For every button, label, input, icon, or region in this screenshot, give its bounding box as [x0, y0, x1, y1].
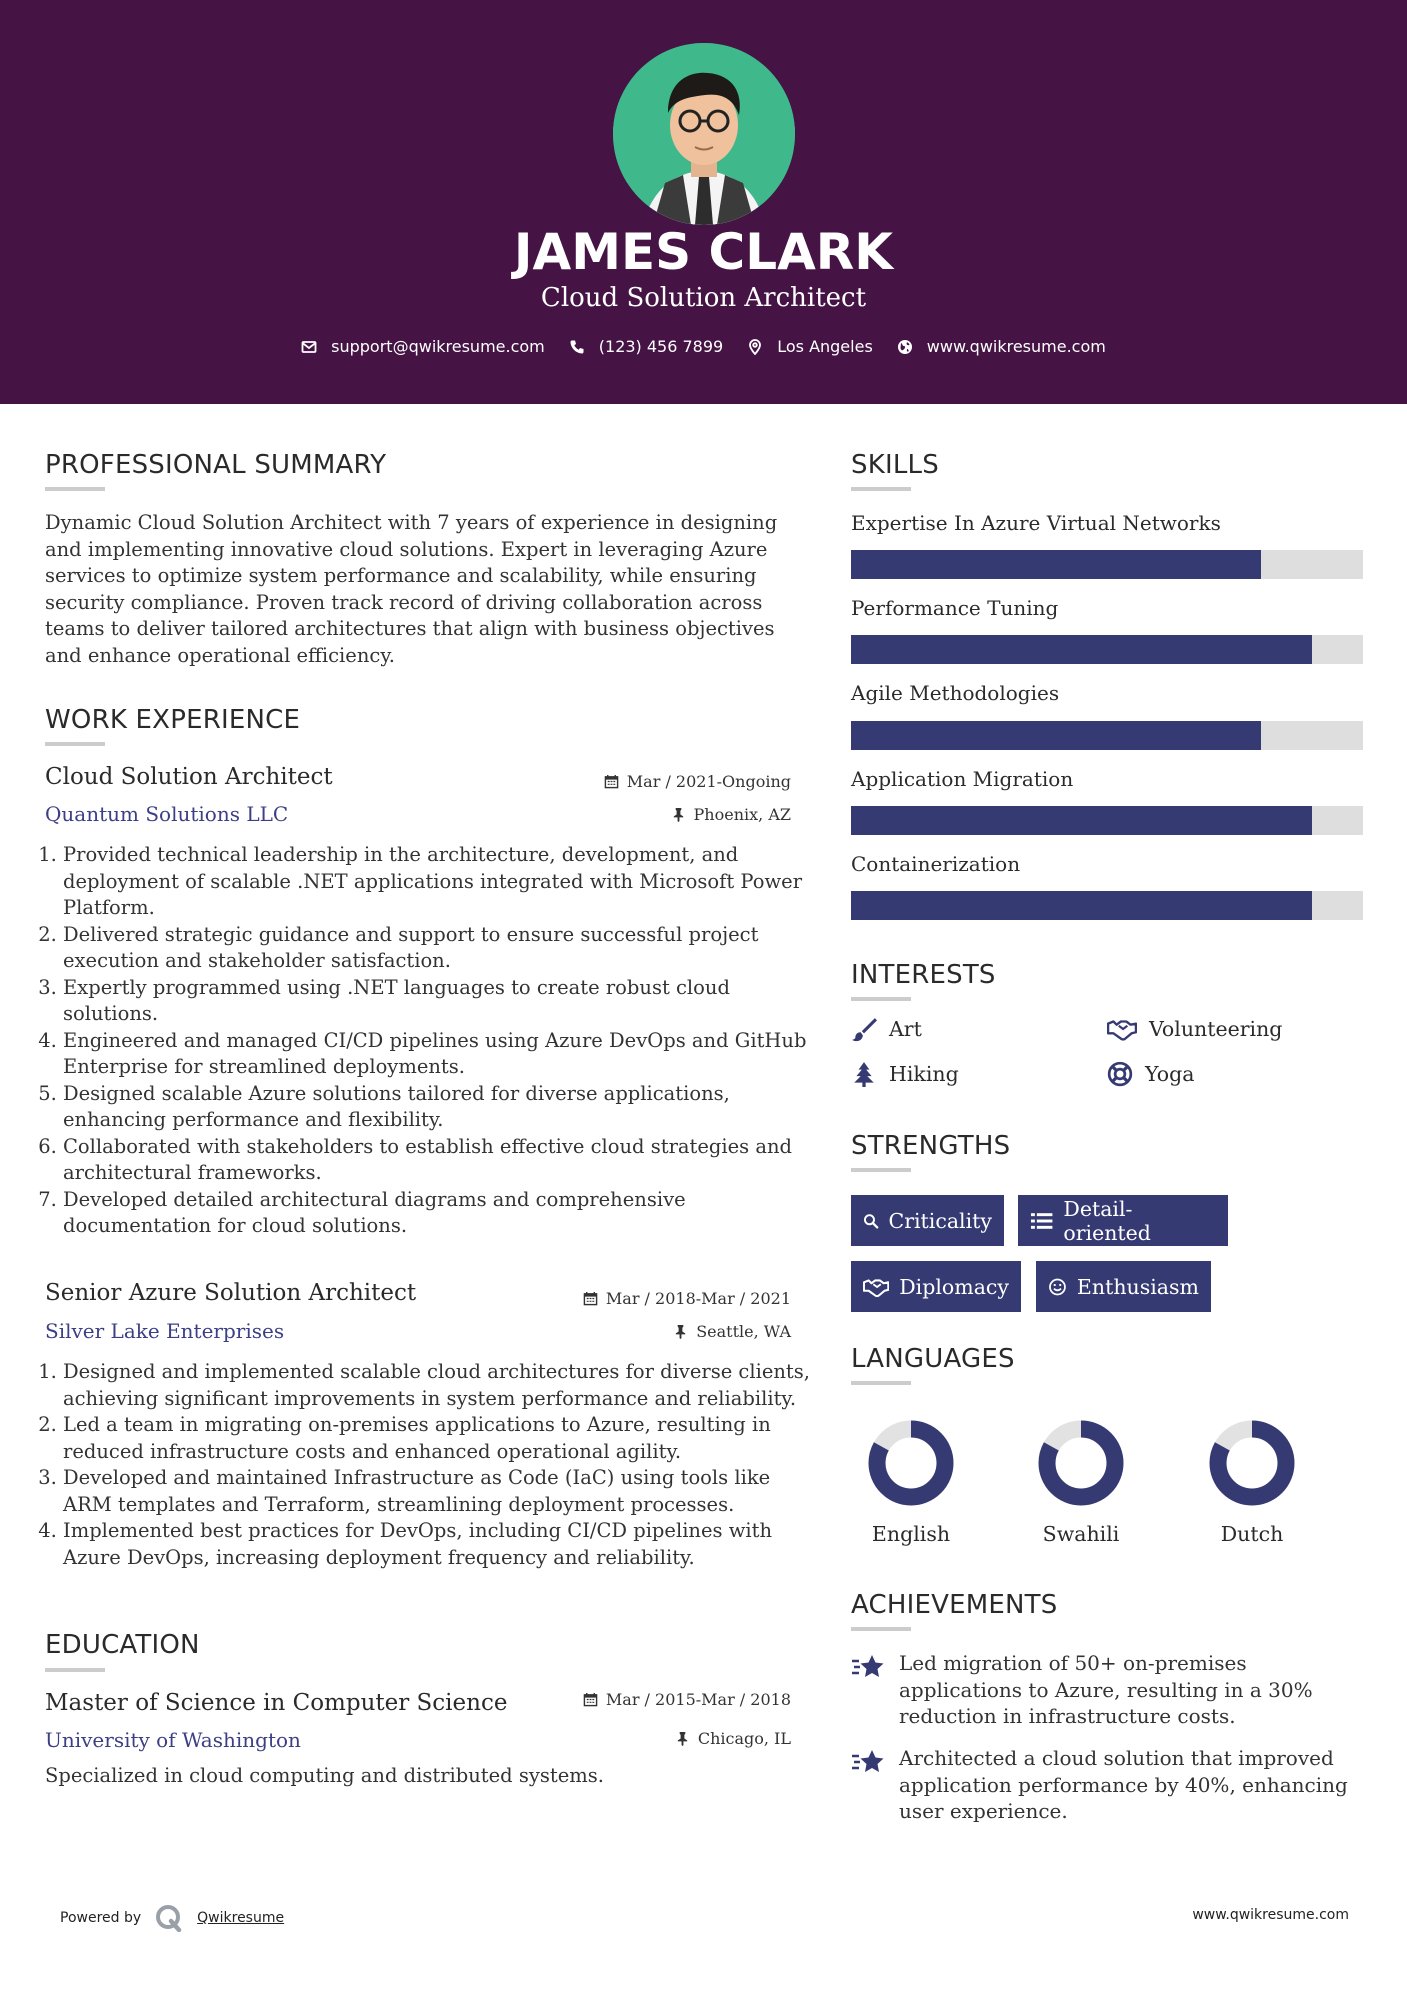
education-heading: EDUCATION — [45, 1630, 200, 1660]
summary-underline — [45, 487, 105, 491]
job-location-text: Phoenix, AZ — [693, 805, 791, 824]
list-item: 3. Expertly programmed using .NET languages to create robust cloud solutions. — [63, 975, 813, 1028]
resume-header — [0, 0, 1407, 404]
location-pin-icon — [747, 339, 763, 355]
job-bullets — [45, 1359, 823, 1571]
skill-label: Agile Methodologies — [851, 681, 1060, 705]
interest-label: Hiking — [889, 1062, 959, 1086]
job-dates — [604, 772, 791, 791]
job-location — [671, 805, 791, 824]
skill-bar — [851, 891, 1363, 920]
education-dates-text: Mar / 2015-Mar / 2018 — [605, 1690, 791, 1709]
summary-heading: PROFESSIONAL SUMMARY — [45, 450, 387, 480]
skill-bar-fill — [851, 550, 1261, 579]
job-dates-text: Mar / 2018-Mar / 2021 — [605, 1289, 791, 1308]
strength-chip — [1036, 1261, 1211, 1312]
strength-chip — [1018, 1195, 1228, 1246]
education-dates — [583, 1690, 791, 1709]
strength-label: Enthusiasm — [1076, 1274, 1199, 1299]
job-location — [673, 1322, 791, 1341]
job-dates-text: Mar / 2021-Ongoing — [626, 772, 791, 791]
achievement-item — [851, 1745, 1361, 1825]
skill-bar-fill — [851, 806, 1312, 835]
footer-website[interactable]: www.qwikresume.com — [1192, 1907, 1349, 1923]
interest-hiking — [851, 1061, 959, 1087]
contact-location — [747, 337, 873, 356]
star-award-icon — [851, 1652, 885, 1682]
language-donut — [865, 1417, 957, 1509]
list-item: 3. Developed and maintained Infrastructure as Code (IaC) using tools like ARM templates and Terraform, streamlining deployment processes. — [63, 1465, 823, 1518]
star-award-icon — [851, 1747, 885, 1777]
strength-chip — [851, 1195, 1004, 1246]
job-location-text: Seattle, WA — [696, 1322, 791, 1341]
handshake-icon — [863, 1275, 889, 1299]
calendar-icon — [583, 1291, 598, 1306]
contact-website-text: www.qwikresume.com — [926, 337, 1106, 356]
smile-icon — [1048, 1275, 1067, 1299]
job-dates — [583, 1289, 791, 1308]
contact-phone-text: (123) 456 7899 — [598, 337, 724, 356]
contact-website[interactable] — [897, 337, 1106, 356]
skill-label: Containerization — [851, 852, 1021, 876]
language-donut — [1035, 1417, 1127, 1509]
education-location — [675, 1729, 791, 1748]
list-item: 7. Developed detailed architectural diagrams and comprehensive documentation for cloud solutions. — [63, 1187, 813, 1240]
qwikresume-logo-icon[interactable] — [155, 1904, 183, 1932]
job-title: Senior Azure Solution Architect — [45, 1280, 417, 1306]
strength-label: Detail-oriented — [1063, 1196, 1151, 1245]
contact-email[interactable] — [301, 337, 545, 356]
list-item: 2. Led a team in migrating on-premises applications to Azure, resulting in reduced infrastructure costs and enhanced operational agility. — [63, 1412, 823, 1465]
skill-bar-fill — [851, 721, 1261, 750]
strength-label: Diplomacy — [899, 1274, 1009, 1299]
list-item: 1. Designed and implemented scalable cloud architectures for diverse clients, achieving significant improvements in system performance and reliability. — [63, 1359, 823, 1412]
skill-bar-fill — [851, 891, 1312, 920]
skill-bar — [851, 550, 1363, 579]
interest-art — [851, 1016, 922, 1042]
strengths-heading: STRENGTHS — [851, 1131, 1011, 1161]
school-name: University of Washington — [45, 1728, 301, 1752]
skills-heading: SKILLS — [851, 450, 939, 480]
degree-title: Master of Science in Computer Science — [45, 1690, 508, 1716]
contact-phone[interactable] — [569, 337, 723, 356]
interest-yoga — [1107, 1061, 1194, 1087]
pushpin-icon — [673, 1324, 688, 1339]
skill-bar — [851, 806, 1363, 835]
interests-underline — [851, 997, 911, 1001]
interest-label: Yoga — [1145, 1062, 1195, 1086]
calendar-icon — [604, 774, 619, 789]
tree-icon — [851, 1061, 877, 1087]
list-item: 6. Collaborated with stakeholders to establish effective cloud strategies and architectural frameworks. — [63, 1134, 813, 1187]
skill-bar-fill — [851, 635, 1312, 664]
calendar-icon — [583, 1692, 598, 1707]
language-label: English — [871, 1522, 951, 1546]
pushpin-icon — [675, 1731, 690, 1746]
list-item: 1. Provided technical leadership in the architecture, development, and deployment of scalable .NET applications integrated with Microsoft Power Platform. — [63, 842, 813, 922]
languages-heading: LANGUAGES — [851, 1344, 1015, 1374]
job-bullets — [45, 842, 813, 1240]
company-name: Silver Lake Enterprises — [45, 1319, 285, 1343]
contact-row — [0, 337, 1407, 356]
contact-email-text: support@qwikresume.com — [331, 337, 545, 356]
profile-photo — [613, 43, 795, 225]
achievements-heading: ACHIEVEMENTS — [851, 1590, 1058, 1620]
candidate-name: JAMES CLARK — [513, 223, 894, 281]
skill-label: Performance Tuning — [851, 596, 1059, 620]
powered-by-text: Powered by — [60, 1910, 142, 1926]
interests-heading: INTERESTS — [851, 960, 996, 990]
skill-label: Application Migration — [851, 767, 1074, 791]
paintbrush-icon — [851, 1016, 877, 1042]
list-item: 4. Engineered and managed CI/CD pipelines using Azure DevOps and GitHub Enterprise for streamlined deployments. — [63, 1028, 813, 1081]
language-donut — [1206, 1417, 1298, 1509]
company-name: Quantum Solutions LLC — [45, 802, 289, 826]
experience-underline — [45, 742, 105, 746]
strengths-underline — [851, 1168, 911, 1172]
strength-label: Criticality — [888, 1208, 992, 1233]
lifebuoy-icon — [1107, 1061, 1133, 1087]
skill-bar — [851, 635, 1363, 664]
education-underline — [45, 1668, 105, 1672]
languages-underline — [851, 1381, 911, 1385]
search-icon — [863, 1209, 879, 1233]
skill-label: Expertise In Azure Virtual Networks — [851, 511, 1221, 535]
interest-label: Volunteering — [1149, 1017, 1283, 1041]
pushpin-icon — [671, 807, 686, 822]
interest-volunteering — [1107, 1016, 1282, 1042]
achievement-text: Architected a cloud solution that improved application performance by 40%, enhancing user experience. — [899, 1746, 1348, 1823]
list-icon — [1030, 1209, 1053, 1233]
brand-link[interactable]: Qwikresume — [197, 1910, 285, 1926]
globe-icon — [897, 339, 913, 355]
list-item: 2. Delivered strategic guidance and support to ensure successful project execution and stakeholder satisfaction. — [63, 922, 813, 975]
education-location-text: Chicago, IL — [697, 1729, 791, 1748]
handshake-icon — [1107, 1016, 1137, 1042]
footer-powered — [60, 1904, 284, 1932]
achievement-item — [851, 1650, 1361, 1730]
phone-icon — [569, 339, 585, 355]
achievements-underline — [851, 1627, 911, 1631]
skills-underline — [851, 487, 911, 491]
job-title: Cloud Solution Architect — [45, 764, 333, 790]
experience-heading: WORK EXPERIENCE — [45, 705, 301, 735]
strength-chip — [851, 1261, 1021, 1312]
achievement-text: Led migration of 50+ on-premises applications to Azure, resulting in a 30% reduction in infrastructure costs. — [899, 1651, 1313, 1728]
list-item: 5. Designed scalable Azure solutions tailored for diverse applications, enhancing performance and flexibility. — [63, 1081, 813, 1134]
skill-bar — [851, 721, 1363, 750]
list-item: 4. Implemented best practices for DevOps, including CI/CD pipelines with Azure DevOps, increasing deployment frequency and reliability. — [63, 1518, 823, 1571]
education-description: Specialized in cloud computing and distributed systems. — [45, 1764, 604, 1787]
contact-location-text: Los Angeles — [777, 337, 873, 356]
language-label: Dutch — [1220, 1522, 1284, 1546]
candidate-title: Cloud Solution Architect — [540, 283, 867, 313]
interest-label: Art — [889, 1017, 922, 1041]
summary-text: Dynamic Cloud Solution Architect with 7 years of experience in designing and implementing innovative cloud solutions. Expert in leveraging Azure services to optimize system performance and scalability, while ensuring security compliance. Proven track record of driving collaboration across teams to deliver tailored architectures that align with business objectives and enhance operational efficiency. — [45, 511, 778, 667]
language-label: Swahili — [1042, 1522, 1120, 1546]
envelope-icon — [301, 339, 317, 355]
